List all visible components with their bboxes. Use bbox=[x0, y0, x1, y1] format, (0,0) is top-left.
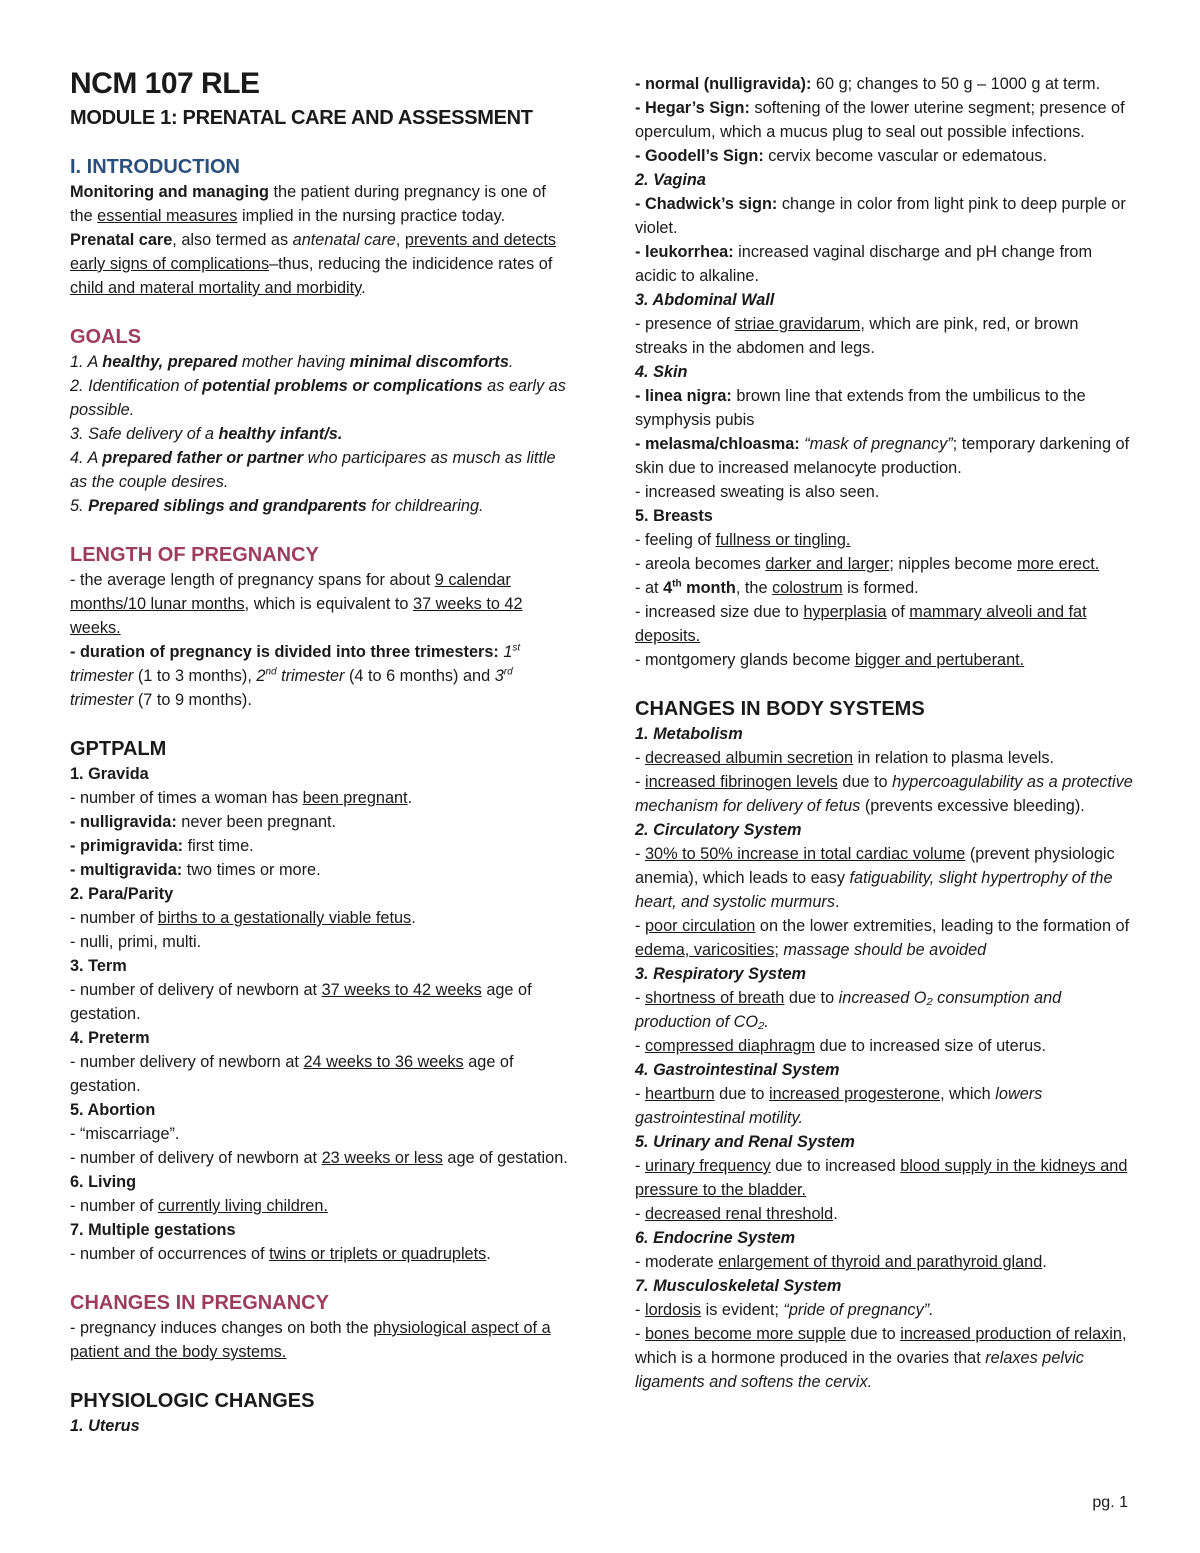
subheading: 4. Gastrointestinal System bbox=[635, 1061, 840, 1079]
subheading: 6. Endocrine System bbox=[635, 1229, 796, 1247]
list-item: - normal (nulligravida): 60 g; changes to 50 g – 1000 g at term. bbox=[635, 75, 1101, 93]
goal-item: 3. Safe delivery of a healthy infant/s. bbox=[70, 425, 343, 443]
changes-heading: CHANGES IN PREGNANCY bbox=[70, 1292, 329, 1314]
subheading: 1. Uterus bbox=[70, 1417, 140, 1435]
subheading: 5. Abortion bbox=[70, 1101, 156, 1119]
subheading: 5. Breasts bbox=[635, 507, 713, 525]
list-item: - at 4th month, the colostrum is formed. bbox=[635, 578, 919, 597]
list-item: - nulligravida: never been pregnant. bbox=[70, 813, 337, 831]
subheading: 4. Skin bbox=[635, 363, 688, 381]
physio-heading: PHYSIOLOGIC CHANGES bbox=[70, 1390, 315, 1412]
length-item: - duration of pregnancy is divided into three trimesters: 1st trimester (1 to 3 months), 2nd trimester (4 to 6 months) and 3rd trimester (7 to 9 months). bbox=[70, 642, 521, 709]
module-title: MODULE 1: PRENATAL CARE AND ASSESSMENT bbox=[70, 107, 533, 129]
subheading: 7. Multiple gestations bbox=[70, 1221, 236, 1239]
list-item: - lordosis is evident; “pride of pregnancy”. bbox=[635, 1301, 934, 1319]
subheading: 6. Living bbox=[70, 1173, 137, 1191]
right-column bbox=[635, 72, 1135, 1394]
list-item: - shortness of breath due to increased O₂ consumption and production of CO₂. bbox=[635, 989, 1062, 1031]
list-item: - nulli, primi, multi. bbox=[70, 933, 202, 951]
list-item: - feeling of fullness or tingling. bbox=[635, 531, 851, 549]
length-heading: LENGTH OF PREGNANCY bbox=[70, 544, 319, 566]
list-item: - bones become more supple due to increased production of relaxin, which is a hormone produced in the ovaries that relaxes pelvic ligaments and softens the cervix. bbox=[635, 1325, 1127, 1391]
goal-item: 1. A healthy, prepared mother having minimal discomforts. bbox=[70, 353, 514, 371]
subheading: 1. Gravida bbox=[70, 765, 149, 783]
subheading: 2. Vagina bbox=[635, 171, 706, 189]
list-item: - urinary frequency due to increased blood supply in the kidneys and pressure to the bladder. bbox=[635, 1157, 1128, 1199]
list-item: - heartburn due to increased progesterone, which lowers gastrointestinal motility. bbox=[635, 1085, 1043, 1127]
list-item: - leukorrhea: increased vaginal discharge and pH change from acidic to alkaline. bbox=[635, 243, 1093, 285]
goal-item: 4. A prepared father or partner who participares as musch as little as the couple desires. bbox=[70, 449, 556, 491]
subheading: 5. Urinary and Renal System bbox=[635, 1133, 855, 1151]
list-item: - montgomery glands become bigger and pertuberant. bbox=[635, 651, 1025, 669]
list-item: - decreased albumin secretion in relation to plasma levels. bbox=[635, 749, 1055, 767]
list-item: - number of births to a gestationally viable fetus. bbox=[70, 909, 416, 927]
subheading: 3. Abdominal Wall bbox=[635, 291, 775, 309]
list-item: - presence of striae gravidarum, which are pink, red, or brown streaks in the abdomen and legs. bbox=[635, 315, 1079, 357]
list-item: - linea nigra: brown line that extends from the umbilicus to the symphysis pubis bbox=[635, 387, 1086, 429]
subheading: 2. Circulatory System bbox=[635, 821, 802, 839]
subheading: 3. Respiratory System bbox=[635, 965, 807, 983]
goals-heading: GOALS bbox=[70, 326, 142, 348]
list-item: - number of times a woman has been pregnant. bbox=[70, 789, 413, 807]
list-item: - melasma/chloasma: “mask of pregnancy”; temporary darkening of skin due to increased melanocyte production. bbox=[635, 435, 1130, 477]
intro-heading: I. INTRODUCTION bbox=[70, 156, 240, 178]
list-item: - primigravida: first time. bbox=[70, 837, 254, 855]
list-item: - number of delivery of newborn at 37 weeks to 42 weeks age of gestation. bbox=[70, 981, 532, 1023]
changes-paragraph: - pregnancy induces changes on both the physiological aspect of a patient and the body systems. bbox=[70, 1319, 551, 1361]
subheading: 2. Para/Parity bbox=[70, 885, 174, 903]
list-item: - Chadwick’s sign: change in color from light pink to deep purple or violet. bbox=[635, 195, 1126, 237]
subheading: 7. Musculoskeletal System bbox=[635, 1277, 842, 1295]
page-number: pg. 1 bbox=[1092, 1494, 1128, 1511]
subheading: 4. Preterm bbox=[70, 1029, 150, 1047]
gtpalm-heading: GPTPALM bbox=[70, 738, 167, 760]
list-item: - moderate enlargement of thyroid and parathyroid gland. bbox=[635, 1253, 1047, 1271]
list-item: - number of currently living children. bbox=[70, 1197, 328, 1215]
list-item: - areola becomes darker and larger; nipples become more erect. bbox=[635, 555, 1100, 573]
list-item: - “miscarriage”. bbox=[70, 1125, 180, 1143]
list-item: - compressed diaphragm due to increased size of uterus. bbox=[635, 1037, 1046, 1055]
list-item: - increased size due to hyperplasia of mammary alveoli and fat deposits. bbox=[635, 603, 1087, 645]
list-item: - number delivery of newborn at 24 weeks to 36 weeks age of gestation. bbox=[70, 1053, 514, 1095]
list-item: - Hegar’s Sign: softening of the lower uterine segment; presence of operculum, which a mucus plug to seal out possible infections. bbox=[635, 99, 1125, 141]
subheading: 1. Metabolism bbox=[635, 725, 743, 743]
length-item: - the average length of pregnancy spans for about 9 calendar months/10 lunar months, which is equivalent to 37 weeks to 42 weeks. bbox=[70, 571, 523, 637]
intro-paragraph: Monitoring and managing the patient during pregnancy is one of the essential measures implied in the nursing practice today. Prenatal care, also termed as antenatal care, prevents and detects early signs of complications–thus, reducing the indicidence rates of child and materal mortality and morbidity. bbox=[70, 183, 557, 297]
list-item: - poor circulation on the lower extremities, leading to the formation of edema, varicosities; massage should be avoided bbox=[635, 917, 1130, 959]
list-item: - increased sweating is also seen. bbox=[635, 483, 880, 501]
body-systems-heading: CHANGES IN BODY SYSTEMS bbox=[635, 698, 925, 720]
list-item: - number of occurrences of twins or triplets or quadruplets. bbox=[70, 1245, 491, 1263]
left-column bbox=[70, 66, 570, 1438]
goal-item: 5. Prepared siblings and grandparents for childrearing. bbox=[70, 497, 484, 515]
list-item: - number of delivery of newborn at 23 weeks or less age of gestation. bbox=[70, 1149, 568, 1167]
list-item: - decreased renal threshold. bbox=[635, 1205, 838, 1223]
subheading: 3. Term bbox=[70, 957, 127, 975]
list-item: - increased fibrinogen levels due to hypercoagulability as a protective mechanism for delivery of fetus (prevents excessive bleeding). bbox=[635, 773, 1133, 815]
list-item: - Goodell’s Sign: cervix become vascular or edematous. bbox=[635, 147, 1047, 165]
list-item: - multigravida: two times or more. bbox=[70, 861, 321, 879]
goal-item: 2. Identification of potential problems or complications as early as possible. bbox=[70, 377, 566, 419]
doc-title: NCM 107 RLE bbox=[70, 67, 260, 100]
list-item: - 30% to 50% increase in total cardiac volume (prevent physiologic anemia), which leads to easy fatiguability, slight hypertrophy of the heart, and systolic murmurs. bbox=[635, 845, 1115, 911]
